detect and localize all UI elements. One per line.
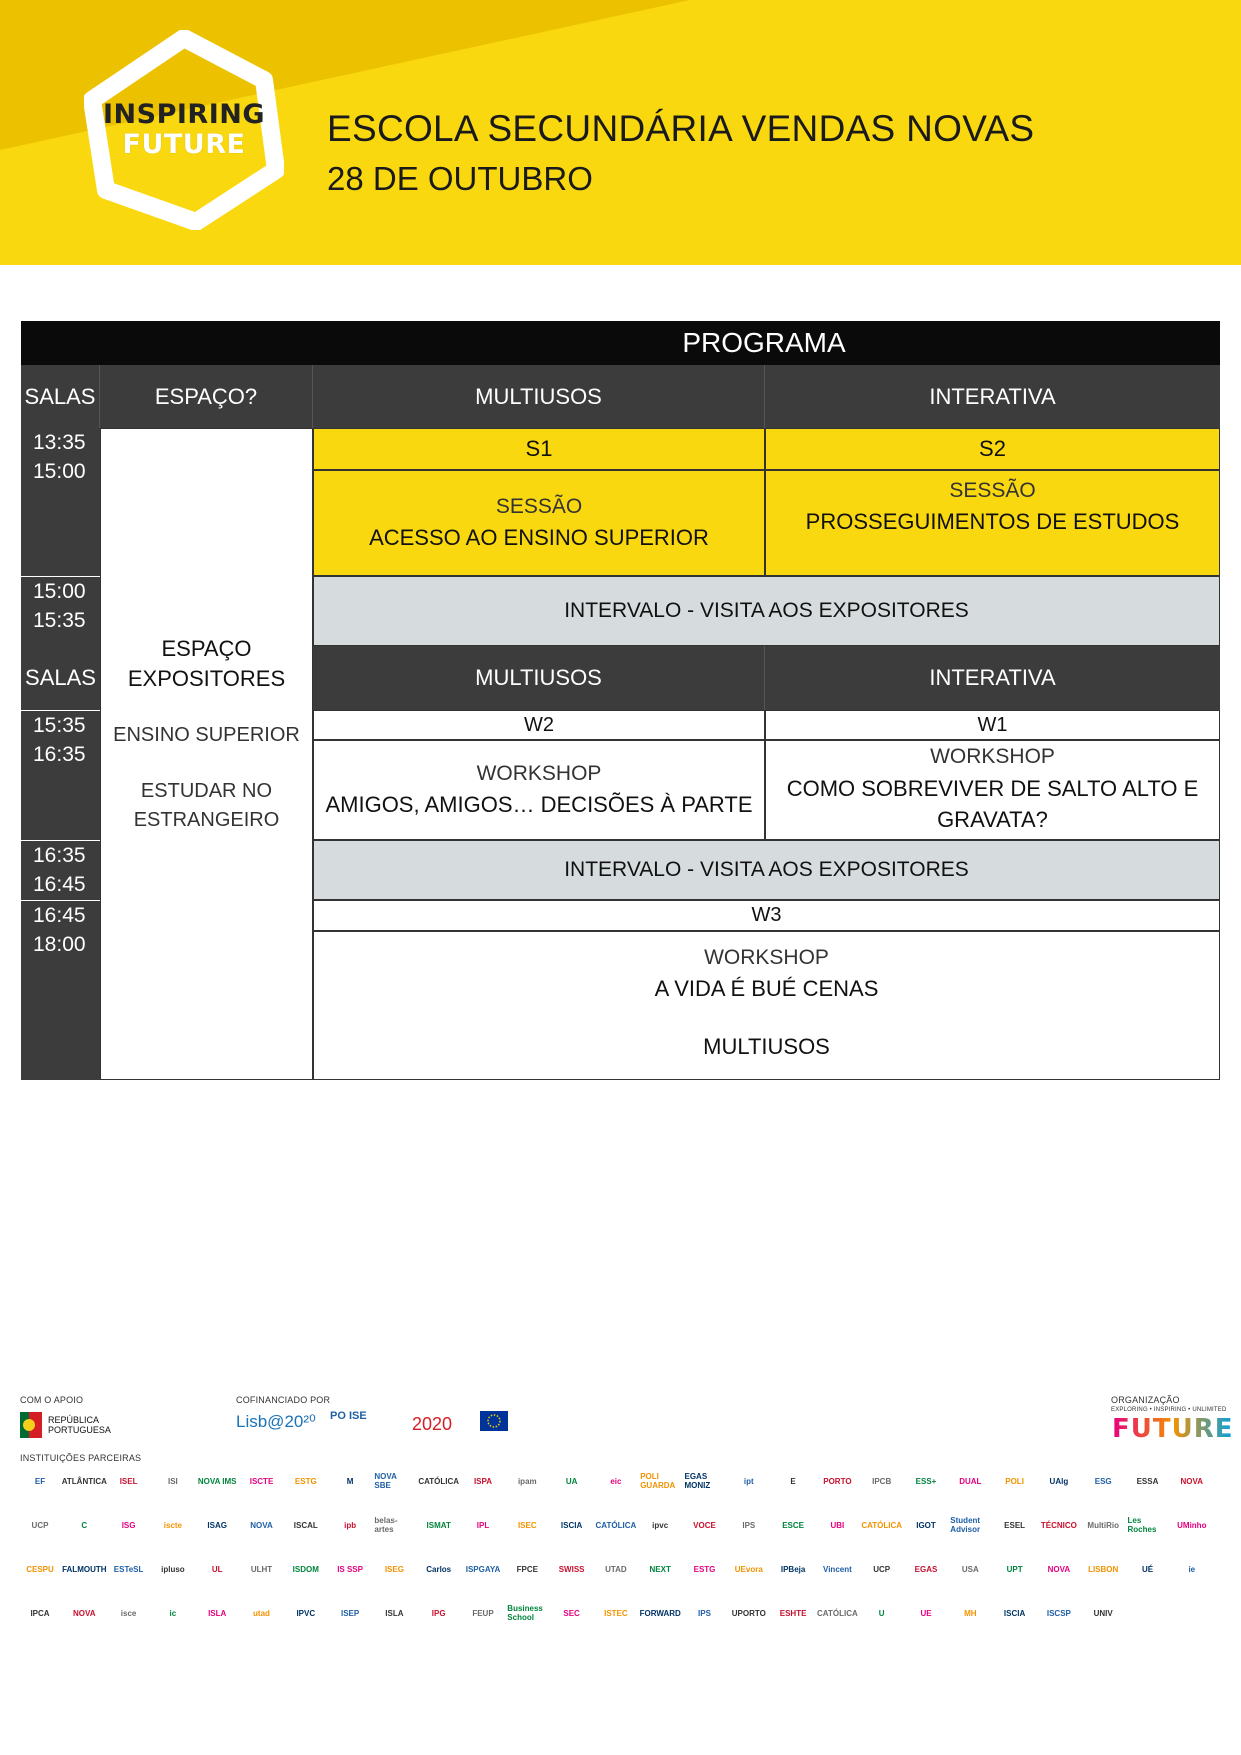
partner-logo: utad (253, 1608, 270, 1618)
partner-logo: IS SSP (337, 1564, 363, 1574)
time-slot-2-start: 15:35 (33, 714, 86, 737)
espaco-item-estudar-line2: ESTRANGEIRO (133, 809, 280, 831)
workshop-w2 (313, 740, 765, 840)
workshop-w2-type: WORKSHOP (476, 762, 602, 785)
partner-logo: USA (961, 1564, 979, 1574)
session-s1 (313, 470, 765, 576)
partner-logo: IPCB (872, 1476, 892, 1486)
workshop-w1-title-line1: COMO SOBREVIVER DE SALTO ALTO E (786, 776, 1199, 801)
partner-logo: PORTO (823, 1476, 852, 1486)
partner-logo: IGOT (916, 1520, 936, 1530)
time-slot-1-end: 15:00 (33, 460, 86, 483)
time-slot-3-start: 16:45 (33, 904, 86, 927)
espaco-title-line2: EXPOSITORES (127, 666, 286, 691)
partner-logo: CATÓLICA (418, 1476, 460, 1486)
eu-flag-icon (480, 1411, 508, 1431)
partner-logo: ESEL (1004, 1520, 1026, 1530)
partner-logo: ISMAT (426, 1520, 451, 1530)
partner-logo: iscte (163, 1520, 182, 1530)
partner-logo: EGAS (914, 1564, 938, 1574)
partner-logo: ESCE (782, 1520, 804, 1530)
partner-logo: ISPGAYA (465, 1564, 501, 1574)
partner-logo: NOVA SBE (374, 1472, 397, 1490)
time-break-1 (21, 576, 100, 646)
espaco-item-estudar (134, 777, 280, 835)
republica-portuguesa-logo (20, 1410, 220, 1440)
partner-logo: ISEL (119, 1476, 138, 1486)
partner-logo: ESS+ (915, 1476, 937, 1486)
partner-logo: NOVA (73, 1608, 96, 1618)
portugal2020-logo: 2020 (412, 1414, 453, 1434)
time-break-2 (21, 840, 100, 900)
partner-logo: ISCIA (1003, 1608, 1026, 1618)
session-code-s1: S1 (313, 428, 765, 470)
partner-logo: Student Advisor (950, 1516, 981, 1534)
com-o-apoio-label: COM O APOIO (20, 1395, 84, 1405)
workshop-w3 (313, 931, 1220, 1080)
time-slot-1-start: 13:35 (33, 431, 86, 454)
partner-logo: ipt (743, 1476, 754, 1486)
partner-logo: ISEG (384, 1564, 404, 1574)
partner-logo: IPS (742, 1520, 756, 1530)
partner-logo: ISAG (207, 1520, 227, 1530)
partner-logo: eic (610, 1476, 622, 1486)
workshop-w3-title: A VIDA É BUÉ CENAS (654, 976, 879, 1001)
partner-logo: ie (1188, 1564, 1196, 1574)
partner-logo: isce (120, 1608, 137, 1618)
partner-logo: IPCA (30, 1608, 50, 1618)
time-slot-1 (21, 428, 100, 576)
future-logo-text: FUTURE (1112, 1414, 1234, 1444)
partner-logo: UÉ (1141, 1564, 1154, 1574)
partner-logo: SWISS (558, 1564, 585, 1574)
workshop-code-w2: W2 (313, 710, 765, 740)
partner-logo: ipb (344, 1520, 357, 1530)
poise-logo: PO ISE (330, 1410, 367, 1422)
partner-logo: belas-artes (374, 1516, 398, 1534)
partner-logo: ISTEC (604, 1608, 628, 1618)
partner-logo: M (346, 1476, 354, 1486)
partner-logo: U (878, 1608, 885, 1618)
partner-logo: ISDOM (292, 1564, 319, 1574)
workshop-w3-type: WORKSHOP (704, 946, 829, 969)
workshop-code-w1: W1 (765, 710, 1220, 740)
partner-logo: LISBON (1088, 1564, 1119, 1574)
partner-logo: C (81, 1520, 88, 1530)
workshop-w1 (765, 740, 1220, 840)
partner-logo: Business School (507, 1604, 543, 1622)
partner-logo: UBI (830, 1520, 845, 1530)
page-date: 28 DE OUTUBRO (327, 160, 593, 197)
header-banner (0, 0, 1241, 265)
partner-logo: TÉCNICO (1040, 1520, 1077, 1530)
partner-logo: CATÓLICA (861, 1520, 903, 1530)
partner-logo: UEvora (734, 1564, 763, 1574)
espaco-item-estudar-line1: ESTUDAR NO (140, 780, 273, 802)
session-s2-type: SESSÃO (949, 479, 1036, 502)
partner-logo: FPCE (516, 1564, 538, 1574)
partner-logo: IPS (698, 1608, 711, 1618)
partner-logo: ESHTE (779, 1608, 807, 1618)
partner-logo: ISLA (385, 1608, 404, 1618)
session-s1-type: SESSÃO (495, 495, 583, 518)
partner-logo: ipvc (652, 1520, 669, 1530)
partner-logo: DUAL (959, 1476, 982, 1486)
partner-logo: UCP (873, 1564, 891, 1574)
partner-logo: Les Roches (1127, 1516, 1157, 1534)
partner-logo: NOVA IMS (197, 1476, 237, 1486)
session-s2 (765, 470, 1220, 576)
partner-logo: ISG (121, 1520, 136, 1530)
partner-logo: ISEC (517, 1520, 537, 1530)
time-break-1-start: 15:00 (33, 580, 86, 603)
partner-logo: ic (169, 1608, 177, 1618)
partner-logo: NEXT (649, 1564, 671, 1574)
partner-logo: ipluso (161, 1564, 185, 1574)
partner-logo: MH (964, 1608, 977, 1618)
instituicoes-label: INSTITUIÇÕES PARCEIRAS (20, 1453, 142, 1463)
partner-logo: ISI (168, 1476, 178, 1486)
partner-logo: POLI (1005, 1476, 1024, 1486)
partner-logo: E (790, 1476, 796, 1486)
break-1-label: INTERVALO - VISITA AOS EXPOSITORES (313, 576, 1220, 646)
portugal-shield-icon (20, 1412, 42, 1438)
partner-logo: CATÓLICA (817, 1608, 858, 1618)
republica-text: REPÚBLICA PORTUGUESA (48, 1415, 111, 1435)
time-break-2-start: 16:35 (33, 844, 86, 867)
logo-line-1: INSPIRING (102, 99, 266, 130)
partner-logo: ipam (517, 1476, 537, 1486)
partner-logo: ISCSP (1046, 1608, 1071, 1618)
partner-logo: FALMOUTH (62, 1564, 107, 1574)
room-header-multiusos-2: MULTIUSOS (313, 646, 765, 710)
partner-logo: FEUP (472, 1608, 494, 1618)
partner-logo: MultiRio (1087, 1520, 1119, 1530)
logo-text (84, 100, 284, 160)
espaco-item-ensino-superior: ENSINO SUPERIOR (113, 724, 300, 746)
session-code-s2: S2 (765, 428, 1220, 470)
partner-logo: UCP (31, 1520, 49, 1530)
room-header-multiusos: MULTIUSOS (313, 365, 765, 428)
workshop-w1-type: WORKSHOP (930, 745, 1055, 768)
workshop-w1-title-line2: GRAVATA? (937, 807, 1048, 832)
partner-logo: ISEP (340, 1608, 360, 1618)
partner-logo: ESTeSL (113, 1564, 144, 1574)
partner-logo: UNIV (1093, 1608, 1113, 1618)
partner-logo: UPT (1006, 1564, 1023, 1574)
partner-logo: ESTG (693, 1564, 716, 1574)
cofinanciado-label: COFINANCIADO POR (236, 1395, 331, 1405)
partner-logo: SEC (563, 1608, 580, 1618)
partner-logo: ESG (1094, 1476, 1112, 1486)
partner-logo: IPG (431, 1608, 446, 1618)
partner-logo: CESPU (26, 1564, 54, 1574)
espaco-title (128, 634, 285, 694)
partner-logo: ATLÂNTICA (61, 1476, 107, 1486)
workshop-w2-title: AMIGOS, AMIGOS… DECISÕES À PARTE (325, 792, 753, 817)
partner-logo: ISCAL (293, 1520, 318, 1530)
salas-header: SALAS (21, 365, 100, 428)
partner-logo: IPVC (296, 1608, 316, 1618)
partner-logo: UAlg (1049, 1476, 1069, 1486)
session-s1-title: ACESSO AO ENSINO SUPERIOR (369, 525, 709, 550)
partner-logo: UA (565, 1476, 578, 1486)
page-title: ESCOLA SECUNDÁRIA VENDAS NOVAS (327, 108, 1035, 149)
salas-header-2: SALAS (21, 646, 100, 710)
partner-logo: VOCE (693, 1520, 716, 1530)
organizacao-label: ORGANIZAÇÃO (1111, 1395, 1180, 1405)
partner-logo: UE (920, 1608, 932, 1618)
partner-logo: UMinho (1177, 1520, 1207, 1530)
workshop-w3-room: MULTIUSOS (703, 1034, 830, 1059)
session-s2-title: PROSSEGUIMENTOS DE ESTUDOS (805, 509, 1180, 534)
espaco-expositores-cell (100, 428, 313, 1080)
room-header-interativa: INTERATIVA (765, 365, 1220, 428)
partner-logo: NOVA (1047, 1564, 1071, 1574)
workshop-w1-title (787, 773, 1199, 835)
partner-logo: ESTG (294, 1476, 317, 1486)
partner-logo: ULHT (250, 1564, 273, 1574)
partner-logo: EF (34, 1476, 46, 1486)
partner-logo: NOVA (250, 1520, 273, 1530)
logo-line-2: FUTURE (122, 129, 246, 160)
time-slot-3 (21, 900, 100, 1080)
partner-logo: IPL (476, 1520, 490, 1530)
partner-logo: POLI GUARDA (640, 1472, 676, 1490)
espaco-header: ESPAÇO? (100, 365, 313, 428)
programa-title (21, 321, 1220, 365)
partner-logo: UL (211, 1564, 223, 1574)
future-tagline: EXPLORING • INSPIRING • UNLIMITED (1111, 1407, 1227, 1413)
partner-logo: FORWARD (639, 1608, 681, 1618)
future-logo (1112, 1414, 1234, 1444)
partner-logo: ISCTE (249, 1476, 274, 1486)
lisboa2020-logo: Lisb@20²⁰ (236, 1412, 316, 1431)
partner-logo: ISLA (208, 1608, 227, 1618)
partner-logo: ISPA (473, 1476, 493, 1486)
partner-logo: ISCIA (560, 1520, 583, 1530)
partner-logo: NOVA (1180, 1476, 1204, 1486)
programa-title-text: PROGRAMA (682, 327, 846, 358)
partner-logo: ESSA (1136, 1476, 1159, 1486)
partner-logo: IPBeja (780, 1564, 806, 1574)
partner-logo: UPORTO (731, 1608, 766, 1618)
workshop-code-w3: W3 (313, 900, 1220, 931)
room-header-interativa-2: INTERATIVA (765, 646, 1220, 710)
time-slot-2-end: 16:35 (33, 743, 86, 766)
partner-logo: Vincent (823, 1564, 852, 1574)
partner-logo: Carlos (426, 1564, 452, 1574)
time-break-1-end: 15:35 (33, 609, 86, 632)
partner-logo: UTAD (605, 1564, 627, 1574)
espaco-title-line1: ESPAÇO (161, 636, 252, 661)
partner-logo: EGAS MONIZ (684, 1472, 711, 1490)
partner-logo: CATÓLICA (595, 1520, 637, 1530)
time-slot-3-end: 18:00 (33, 933, 86, 956)
time-break-2-end: 16:45 (33, 873, 86, 896)
break-2-label: INTERVALO - VISITA AOS EXPOSITORES (313, 840, 1220, 900)
time-slot-2 (21, 710, 100, 840)
